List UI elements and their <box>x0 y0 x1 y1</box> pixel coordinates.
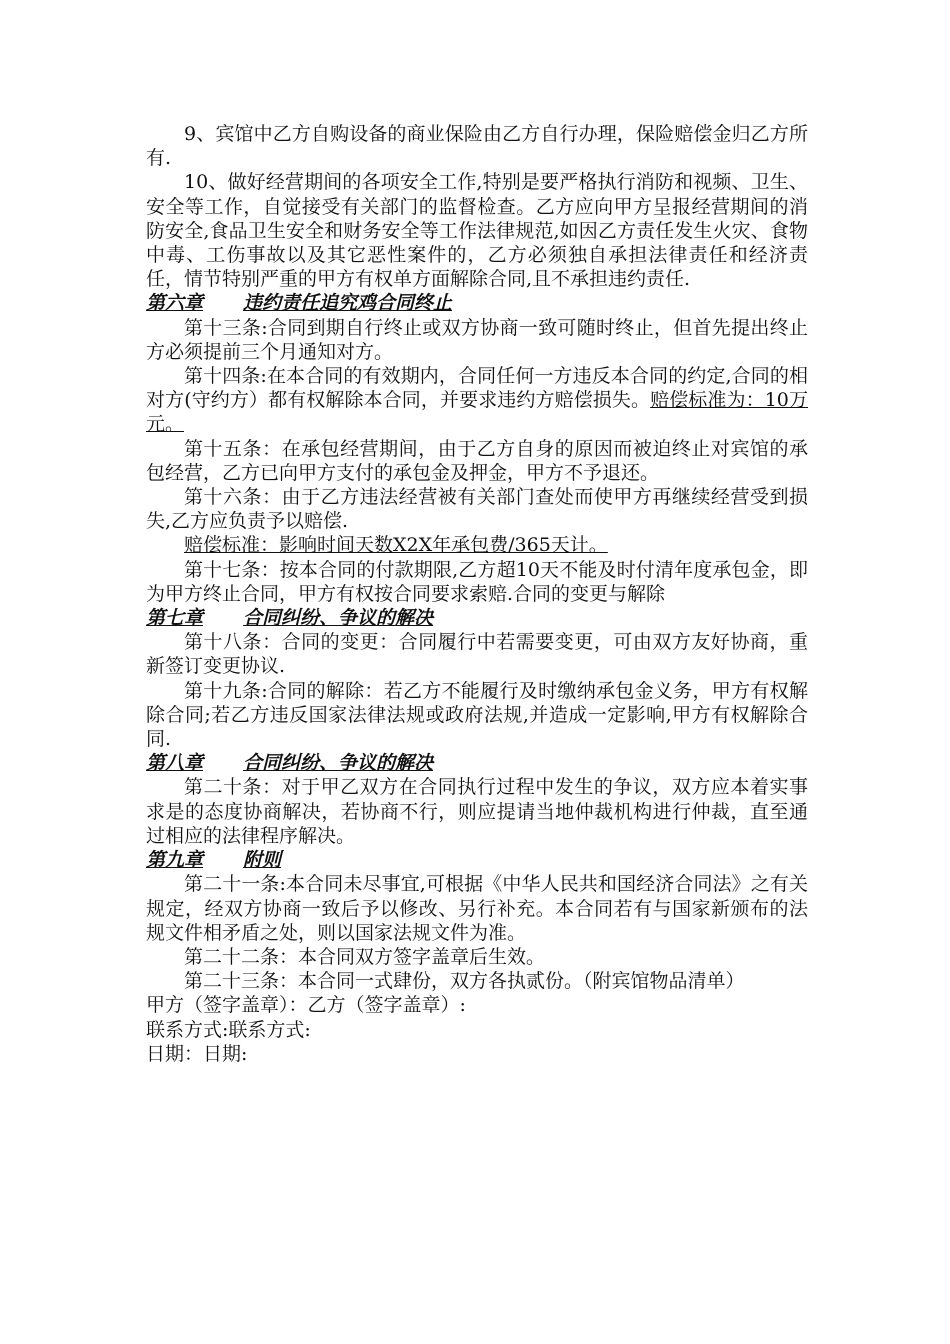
date-line: 日期：日期: <box>146 1042 248 1065</box>
article-15: 第十五条：在承包经营期间，由于乙方自身的原因而被迫终止对宾馆的承包经营，乙方已向甲方支付的承包金及押金，甲方不予退还。 <box>146 437 808 484</box>
article-13: 第十三条:合同到期自行终止或双方协商一致可随时终止，但首先提出终止方必须提前三个月通知对方。 <box>146 316 808 363</box>
clause-9: 9、宾馆中乙方自购设备的商业保险由乙方自行办理，保险赔偿金归乙方所有. <box>146 123 808 170</box>
chapter-6-heading <box>146 291 808 315</box>
article-20: 第二十条：对于甲乙双方在合同执行过程中发生的争议，双方应本着实事求是的态度协商解决，若协商不行，则应提请当地仲裁机构进行仲裁，直至通过相应的法律程序解决。 <box>146 776 808 847</box>
contract-page <box>146 122 808 1066</box>
chapter-9-title: 附则 <box>243 849 282 872</box>
chapter-8-heading <box>146 751 808 775</box>
article-21: 第二十一条:本合同未尽事宜,可根据《中华人民共和国经济合同法》之有关规定，经双方协商一致后予以修改、另行补充。本合同若有与国家新颁布的法规文件相矛盾之处，则以国家法规文件为准。 <box>146 873 808 944</box>
article-14-compensation: 赔偿标准为：10万元。 <box>146 389 808 436</box>
chapter-6-number: 第六章 <box>146 292 204 315</box>
chapter-8-number: 第八章 <box>146 752 204 775</box>
chapter-7-heading <box>146 606 808 630</box>
article-14-text: 第十四条:在本合同的有效期内，合同任何一方违反本合同的约定,合同的相对方(守约方）都有权解除本合同，并要求违约方赔偿损失。 <box>146 365 808 412</box>
article-23: 第二十三条：本合同一式肆份，双方各执贰份。（附宾馆物品清单） <box>184 970 745 993</box>
contact-line: 联系方式:联系方式: <box>146 1018 311 1041</box>
clause-10: 10、做好经营期间的各项安全工作,特别是要严格执行消防和视频、卫生、安全等工作，自觉接受有关部门的监督检查。乙方应向甲方呈报经营期间的消防安全,食品卫生安全和财务安全等工作法律规范,如因乙方责任发生火灾、食物中毒、工伤事故以及其它恶性案件的，乙方必须独自承担法律责任和经济责任，情节特别严重的甲方有权单方面解除合同,且不承担违约责任. <box>146 171 808 291</box>
article-18: 第十八条：合同的变更：合同履行中若需要变更，可由双方友好协商，重新签订变更协议. <box>146 631 808 678</box>
chapter-9-heading <box>146 848 808 872</box>
signature-line: 甲方（签字盖章）：乙方（签字盖章）: <box>146 994 466 1017</box>
article-16: 第十六条：由于乙方违法经营被有关部门查处而使甲方再继续经营受到损失,乙方应负责予以赔偿. <box>146 486 808 533</box>
article-16-compensation: 赔偿标准：影响时间天数X2X年承包费/365天计。 <box>184 534 608 557</box>
article-16-compensation-line <box>146 533 808 557</box>
chapter-7-number: 第七章 <box>146 607 204 630</box>
chapter-8-title: 合同纠纷、争议的解决 <box>243 752 434 775</box>
article-14 <box>146 364 808 437</box>
chapter-9-number: 第九章 <box>146 849 204 872</box>
article-22: 第二十二条：本合同双方签字盖章后生效。 <box>184 945 546 968</box>
chapter-6-title: 违约责任追究鸡合同终止 <box>243 292 453 315</box>
chapter-7-title: 合同纠纷、争议的解决 <box>243 607 434 630</box>
article-19: 第十九条:合同的解除：若乙方不能履行及时缴纳承包金义务，甲方有权解除合同;若乙方违反国家法律法规或政府法规,并造成一定影响,甲方有权解除合同. <box>146 679 808 751</box>
article-17: 第十七条：按本合同的付款期限,乙方超10天不能及时付清年度承包金，即为甲方终止合同，甲方有权按合同要求索赔.合同的变更与解除 <box>146 558 808 605</box>
